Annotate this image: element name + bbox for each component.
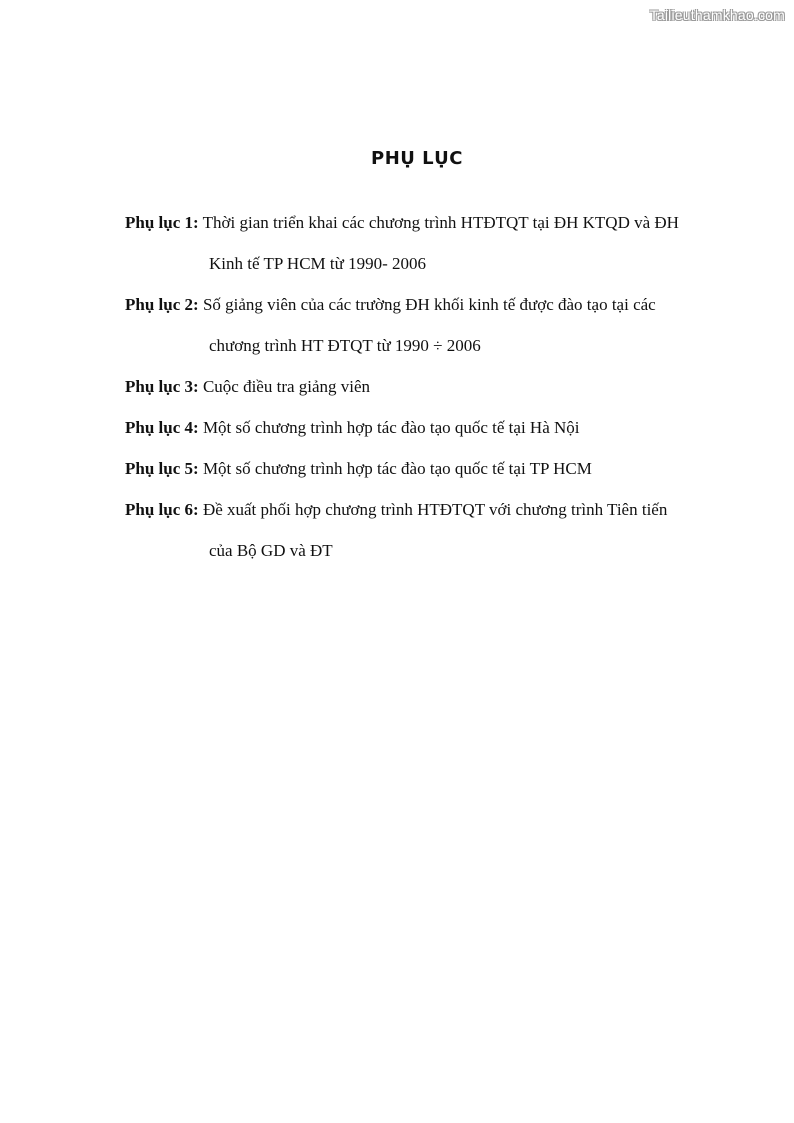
appendix-label: Phụ lục 3: [125, 377, 199, 396]
page-title: PHỤ LỤC [371, 148, 463, 169]
watermark-text: Tailieuthamkhao.com [649, 7, 785, 23]
appendix-item-1 [125, 211, 725, 276]
appendix-label: Phụ lục 4: [125, 418, 199, 437]
appendix-label: Phụ lục 1: [125, 213, 199, 232]
appendix-item-6 [125, 498, 725, 563]
appendix-text: Đề xuất phối hợp chương trình HTĐTQT với chương trình Tiên tiến [202, 500, 668, 519]
appendix-text-continued: Kinh tế TP HCM từ 1990- 2006 [209, 254, 426, 273]
appendix-list [125, 211, 725, 563]
appendix-item-4 [125, 416, 725, 440]
appendix-item-2 [125, 293, 725, 358]
appendix-text: Cuộc điều tra giảng viên [202, 377, 371, 396]
appendix-text-continued: của Bộ GD và ĐT [209, 541, 333, 560]
appendix-text: Thời gian triển khai các chương trình HTĐTQT tại ĐH KTQD và ĐH [202, 213, 679, 232]
appendix-label: Phụ lục 6: [125, 500, 199, 519]
appendix-text: Số giảng viên của các trường ĐH khối kinh tế được đào tạo tại các [202, 295, 656, 314]
appendix-label: Phụ lục 2: [125, 295, 199, 314]
appendix-item-3 [125, 375, 725, 399]
appendix-text: Một số chương trình hợp tác đào tạo quốc tế tại Hà Nội [202, 418, 580, 437]
appendix-label: Phụ lục 5: [125, 459, 199, 478]
appendix-item-5 [125, 457, 725, 481]
appendix-text-continued: chương trình HT ĐTQT từ 1990 ÷ 2006 [209, 336, 481, 355]
appendix-text: Một số chương trình hợp tác đào tạo quốc tế tại TP HCM [202, 459, 592, 478]
